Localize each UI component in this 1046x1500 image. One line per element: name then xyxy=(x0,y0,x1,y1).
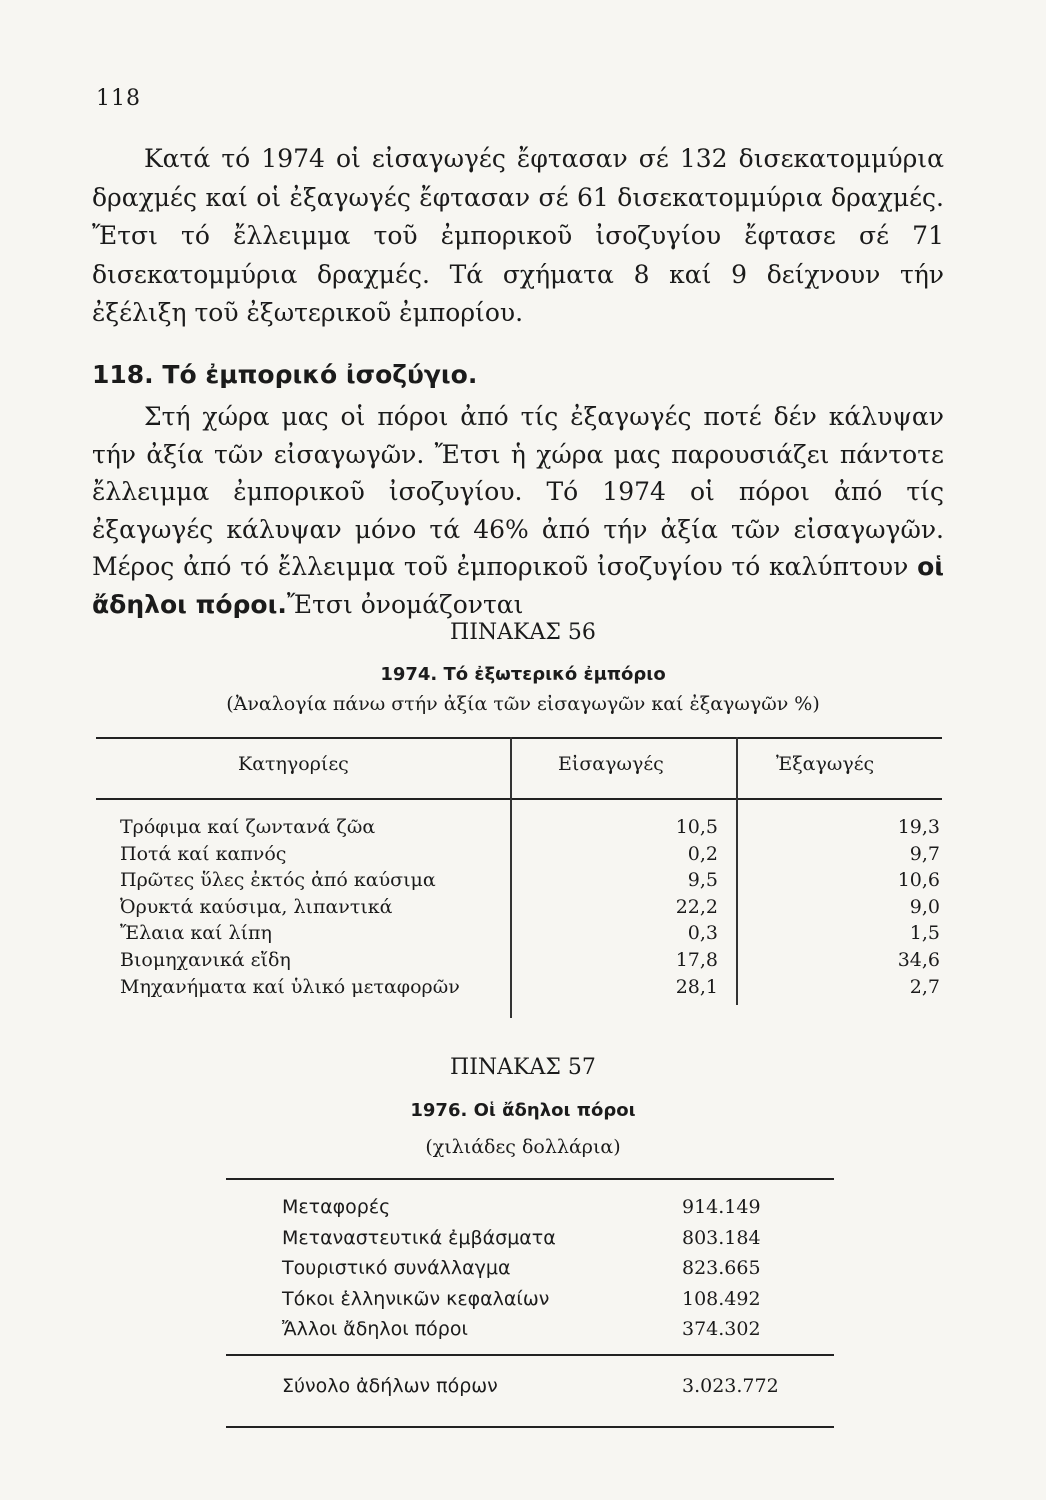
table56-header-imports: Εἰσαγωγές xyxy=(558,753,664,775)
table57-row xyxy=(226,1318,834,1348)
table57-row xyxy=(226,1288,834,1318)
table56-note: (Ἀναλογία πάνω στήν ἀξία τῶν εἰσαγωγῶν καί ἐξαγωγῶν %) xyxy=(226,693,820,715)
page-number: 118 xyxy=(96,86,141,111)
imports-cell: 28,1 xyxy=(675,975,718,998)
paragraph-bold-term: οἱ ἄδηλοι πόροι. xyxy=(92,552,944,619)
category-cell: Ὀρυκτά καύσιμα, λιπαντικά xyxy=(120,895,393,918)
table56-row xyxy=(96,976,942,1002)
table57-total-row xyxy=(226,1375,834,1405)
table57-row xyxy=(226,1227,834,1257)
table56-row xyxy=(96,869,942,895)
table56-row xyxy=(96,896,942,922)
table57-bottom-rule xyxy=(226,1426,834,1428)
category-cell: Ποτά καί καπνός xyxy=(120,842,287,865)
imports-cell: 9,5 xyxy=(687,869,718,892)
category-cell: Βιομηχανικά εἴδη xyxy=(120,949,291,971)
table57-row xyxy=(226,1196,834,1226)
table56-row xyxy=(96,949,942,975)
table56-subtitle: 1974. Τό ἐξωτερικό ἐμπόριο xyxy=(380,664,666,685)
table56-top-rule xyxy=(96,737,942,739)
imports-cell: 17,8 xyxy=(675,949,718,971)
imports-cell: 0,2 xyxy=(687,842,718,865)
exports-cell: 9,0 xyxy=(909,895,940,918)
table57-subtitle: 1976. Οἱ ἄδηλοι πόροι xyxy=(410,1100,636,1121)
resource-value: 914.149 xyxy=(682,1196,761,1218)
table56-header-rule xyxy=(96,798,942,800)
exports-cell: 9,7 xyxy=(909,842,940,865)
table56-header-category: Κατηγορίες xyxy=(238,753,349,775)
exports-cell: 2,7 xyxy=(909,975,940,998)
exports-cell: 1,5 xyxy=(909,922,940,945)
table56-row xyxy=(96,922,942,948)
table57-total-rule xyxy=(226,1354,834,1356)
resource-value: 108.492 xyxy=(682,1287,761,1310)
resource-name: Τόκοι ἑλληνικῶν κεφαλαίων xyxy=(282,1287,550,1310)
exports-cell: 34,6 xyxy=(897,949,940,971)
imports-cell: 10,5 xyxy=(675,816,718,838)
imports-cell: 22,2 xyxy=(675,895,718,918)
section-paragraph xyxy=(92,398,944,623)
table57-top-rule xyxy=(226,1178,834,1180)
resource-name: Μεταναστευτικά ἐμβάσματα xyxy=(282,1226,556,1249)
resource-name: Ἄλλοι ἄδηλοι πόροι xyxy=(282,1318,468,1340)
resource-value: 374.302 xyxy=(682,1318,761,1340)
category-cell: Τρόφιμα καί ζωντανά ζῶα xyxy=(120,816,376,838)
intro-paragraph xyxy=(92,140,944,333)
table57-label: ΠΙΝΑΚΑΣ 57 xyxy=(450,1055,596,1080)
total-value: 3.023.772 xyxy=(682,1375,779,1397)
category-cell: Ἔλαια καί λίπη xyxy=(120,922,272,945)
table57-row xyxy=(226,1257,834,1287)
table56-row xyxy=(96,843,942,869)
exports-cell: 19,3 xyxy=(897,816,940,838)
table56-label: ΠΙΝΑΚΑΣ 56 xyxy=(450,620,596,645)
intro-text: Κατά τό 1974 οἱ εἰσαγωγές ἔφτασαν σέ 132 δισεκατομμύρια δραχμές καί οἱ ἐξαγωγές ἔφτασαν σέ 61 δισεκατομμύρια δραχμές. Ἔτσι τό ἔλλειμμα τοῦ ἐμπορικοῦ ἰσοζυγίου ἔφτασε σέ 71 δισεκατομμύρια δραχμές. Τά σχήματα 8 καί 9 δείχνουν τήν ἐξέλιξη τοῦ ἐξωτερικοῦ ἐμπορίου. xyxy=(92,144,944,327)
section-paragraph-text xyxy=(92,398,944,623)
table56-header-exports: Ἐξαγωγές xyxy=(776,753,875,775)
table57-note: (χιλιάδες δολλάρια) xyxy=(425,1136,621,1158)
category-cell: Μηχανήματα καί ὑλικό μεταφορῶν xyxy=(120,975,460,998)
category-cell: Πρῶτες ὕλες ἐκτός ἀπό καύσιμα xyxy=(120,869,436,892)
resource-value: 803.184 xyxy=(682,1226,761,1249)
imports-cell: 0,3 xyxy=(687,922,718,945)
table56-row xyxy=(96,816,942,842)
resource-name: Μεταφορές xyxy=(282,1196,391,1218)
section-heading: 118. Τό ἐμπορικό ἰσοζύγιο. xyxy=(92,360,478,389)
total-name: Σύνολο ἀδήλων πόρων xyxy=(282,1375,498,1397)
resource-value: 823.665 xyxy=(682,1257,761,1279)
exports-cell: 10,6 xyxy=(897,869,940,892)
resource-name: Τουριστικό συνάλλαγμα xyxy=(282,1257,511,1279)
paragraph-end: Ἔτσι ὀνομάζονται xyxy=(286,589,524,619)
paragraph-start: Στή χώρα μας οἱ πόροι ἀπό τίς ἐξαγωγές ποτέ δέν κάλυψαν τήν ἀξία τῶν εἰσαγωγῶν. Ἔτσι ἡ χώρα μας παρουσιάζει πάντοτε ἔλλειμμα ἐμπορικοῦ ἰσοζυγίου. Τό 1974 οἱ πόροι ἀπό τίς ἐξαγωγές κάλυψαν μόνο τά 46% ἀπό τήν ἀξία τῶν εἰσαγωγῶν. Μέρος ἀπό τό ἔλλειμμα τοῦ ἐμπορικοῦ ἰσοζυγίου τό καλύπτουν xyxy=(92,402,944,581)
